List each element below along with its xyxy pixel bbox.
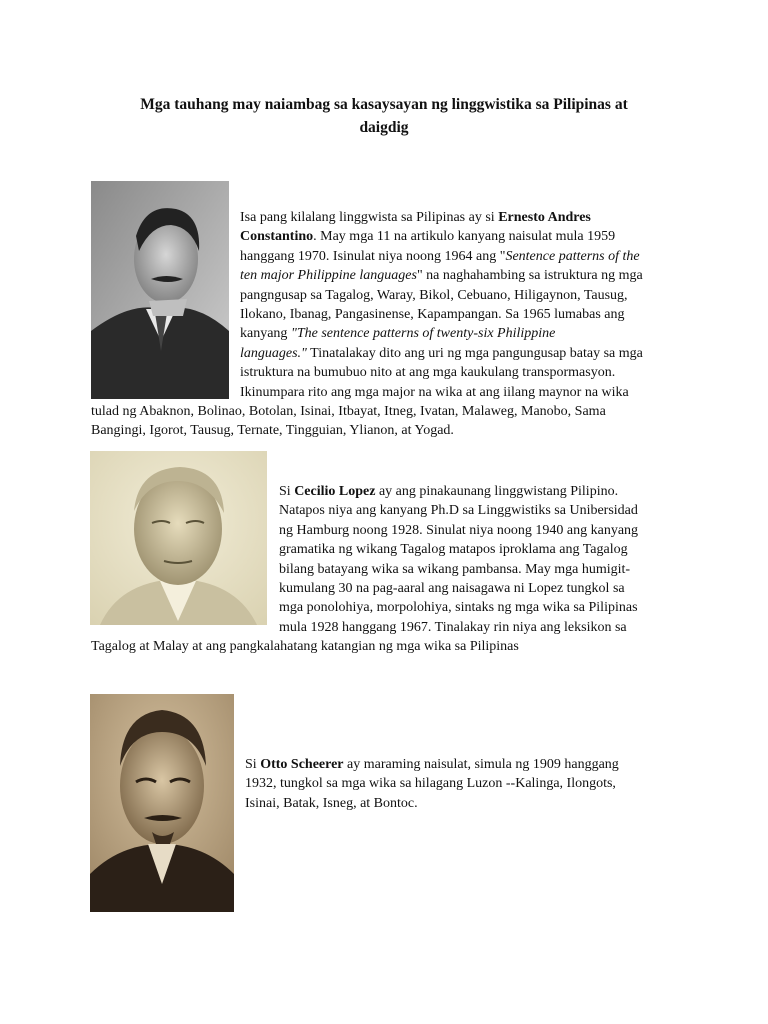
name-ernesto-andres: Ernesto Andres bbox=[498, 210, 591, 225]
name-constantino: Constantino bbox=[240, 229, 314, 245]
paragraph-lopez: Si Cecilio Lopez ay ang pinakaunang linggwistang Pilipino. Natapos niya ang kanyang Ph.D sa Linggwistiks sa Unibersidad ng Hamburg noong 1928. Sinulat niya noong 1940 ang kanyang gramatika ng wikang Tagalog matapos iproklama ang Tagalog bilang batayang wika sa wikang pambansa. May mga humigit- kumulang 30 na pag-aaral ang naisagawa ni Lopez tungkol sa mga ponolohiya, morpolohiya, sintaks ng mga wika sa Pilipinas mula 1928 hanggang 1967. Tinalakay rin niya ang leksikon sa Tagalog at Malay at ang pangkalahatang katangian ng mga wika sa Pilipinas bbox=[91, 484, 639, 655]
paragraph-scheerer: Si Otto Scheerer ay maraming naisulat, simula ng 1909 hanggang 1932, tungkol sa mga wika sa hilagang Luzon --Kalinga, Ilongots, Isinai, Batak, Isneg, at Bontoc. bbox=[245, 757, 619, 811]
name-otto-scheerer: Otto Scheerer bbox=[260, 757, 344, 772]
title-line-1: Mga tauhang may naiambag sa kasaysayan ng linggwistika sa Pilipinas at bbox=[140, 96, 628, 113]
document-title bbox=[100, 93, 668, 139]
paragraph-constantino: Isa pang kilalang linggwista sa Pilipinas ay si Ernesto Andres Constantino. May mga 11 na artikulo kanyang naisulat mula 1959 hanggang 1970. Isinulat niya noong 1964 ang "Sentence patterns of the ten major Philippine languages" na naghahambing sa istruktura ng mga pangngusap sa Tagalog, Waray, Bikol, Cebuano, Hiligaynon, Tausug, Ilokano, Ibanag, Pangasinense, Kapampangan. Sa 1965 lumabas ang kanyang "The sentence patterns of twenty-six Philippine languages." Tinatalakay dito ang uri ng mga pangungusap batay sa mga istruktura na bumubuo nito at ang mga kaukulang transpormasyon. Ikinumpara rito ang mga major na wika at ang iilang maynor na wika tulad ng Abaknon, Bolinao, Botolan, Isinai, Itbayat, Itneg, Ivatan, Malaweg, Manobo, Sama Bangingi, Igorot, Tausug, Ternate, Tingguian, Ylianon, at Yogad. bbox=[91, 210, 643, 439]
title-line-2: daigdig bbox=[359, 119, 409, 136]
photo-otto-scheerer bbox=[90, 694, 234, 912]
name-cecilio-lopez: Cecilio Lopez bbox=[294, 484, 376, 499]
